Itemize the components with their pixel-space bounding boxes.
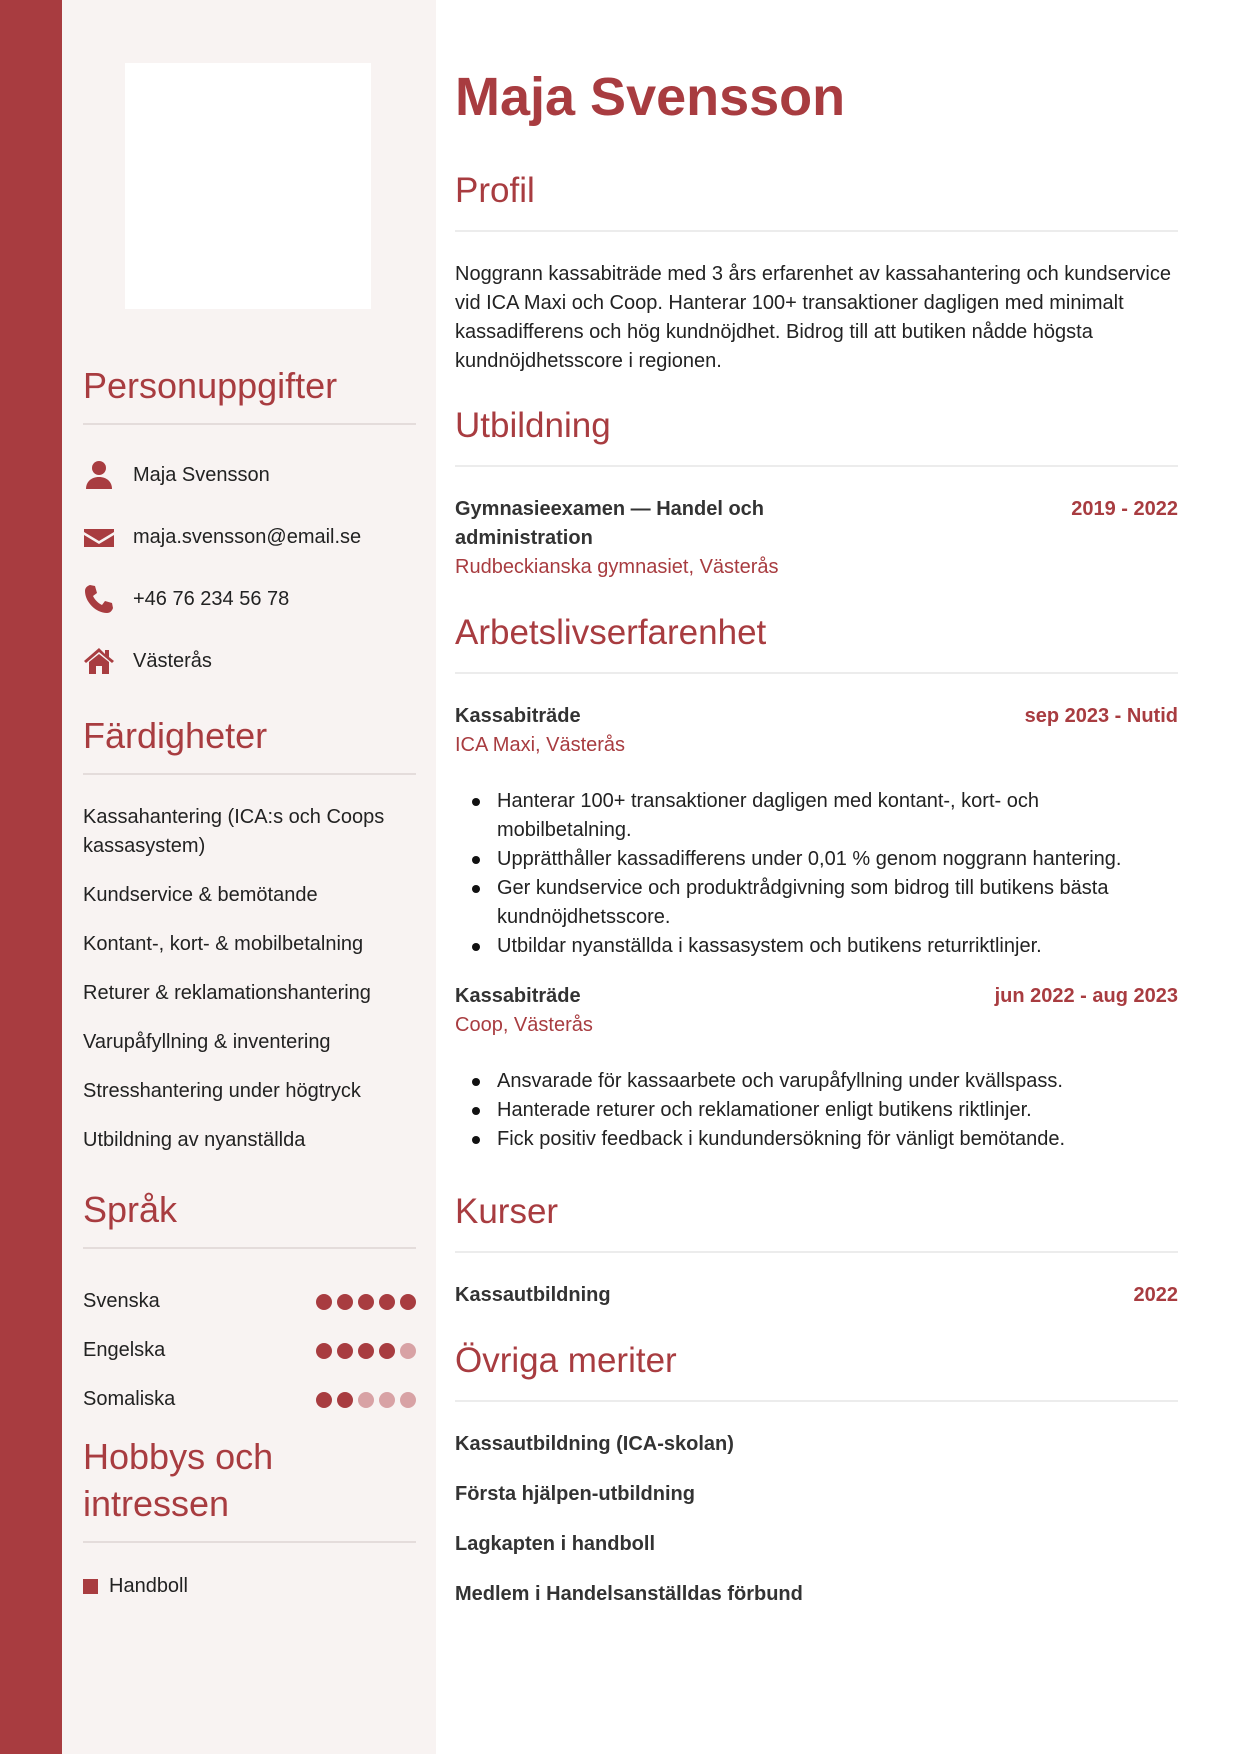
section-heading: Arbetslivserfarenhet: [455, 610, 1178, 674]
experience-entry: [455, 982, 1178, 1154]
level-dot-filled: [337, 1294, 353, 1310]
level-dot-filled: [358, 1294, 374, 1310]
section-heading: Färdigheter: [83, 712, 416, 775]
merit-item: Kassautbildning (ICA-skolan): [455, 1433, 734, 1455]
entry-title: Kassabiträde: [455, 985, 581, 1007]
level-dot-filled: [337, 1343, 353, 1359]
square-bullet-icon: [83, 1579, 98, 1594]
entry-date: jun 2022 - aug 2023: [994, 985, 1178, 1007]
profile-photo: [125, 63, 371, 309]
personal-info-section: [83, 362, 416, 692]
languages-section: [83, 1186, 416, 1424]
language-level-dots: [316, 1392, 416, 1408]
skill-item: Stresshantering under högtryck: [83, 1080, 361, 1102]
education-entry: [455, 495, 1178, 582]
bullet-item: Hanterade returer och reklamationer enligt butikens riktlinjer.: [455, 1096, 1178, 1125]
entry-date: sep 2023 - Nutid: [1024, 705, 1178, 727]
language-level-dots: [316, 1343, 416, 1359]
contact-phone[interactable]: +46 76 234 56 78: [83, 568, 416, 630]
skills-section: [83, 712, 416, 1175]
home-icon: [83, 643, 133, 679]
level-dot-empty: [358, 1392, 374, 1408]
candidate-name: Maja Svensson: [455, 67, 846, 127]
experience-entry: [455, 702, 1178, 961]
language-level-dots: [316, 1294, 416, 1310]
bullet-item: Upprätthåller kassadifferens under 0,01 % genom noggrann hantering.: [455, 845, 1178, 874]
contact-location: Västerås: [83, 630, 416, 692]
merit-item: Första hjälpen-utbildning: [455, 1483, 695, 1505]
entry-title: Kassabiträde: [455, 705, 581, 727]
section-heading: Profil: [455, 168, 1178, 232]
experience-section: [455, 610, 1178, 1154]
language-row: [83, 1375, 416, 1424]
language-row: [83, 1326, 416, 1375]
section-heading: Personuppgifter: [83, 362, 416, 425]
bullet-list: [455, 1067, 1178, 1154]
bullet-item: Utbildar nyanställda i kassasystem och butikens returriktlinjer.: [455, 932, 1178, 961]
entry-organization: Coop, Västerås: [455, 1014, 593, 1036]
bullet-item: Ger kundservice och produktrådgivning som bidrog till butikens bästa kundnöjdhetsscore.: [455, 874, 1178, 932]
section-heading: Kurser: [455, 1189, 1178, 1253]
level-dot-empty: [379, 1392, 395, 1408]
person-icon: [83, 457, 133, 493]
level-dot-filled: [316, 1343, 332, 1359]
skill-item: Kassahantering (ICA:s och Coops kassasystem): [83, 806, 385, 857]
sidebar: [62, 0, 436, 1754]
entry-organization: Rudbeckianska gymnasiet, Västerås: [455, 556, 779, 578]
contact-email[interactable]: maja.svensson@email.se: [83, 506, 416, 568]
bullet-item: Ansvarade för kassaarbete och varupåfyllning under kvällspass.: [455, 1067, 1178, 1096]
level-dot-filled: [379, 1294, 395, 1310]
merits-section: [455, 1338, 1178, 1630]
skill-item: Varupåfyllning & inventering: [83, 1031, 331, 1053]
entry-organization: ICA Maxi, Västerås: [455, 734, 626, 756]
skill-item: Kontant-, kort- & mobilbetalning: [83, 933, 364, 955]
bullet-list: [455, 787, 1178, 961]
hobbies-section: [83, 1433, 416, 1598]
skill-item: Utbildning av nyanställda: [83, 1129, 306, 1151]
language-row: [83, 1277, 416, 1326]
level-dot-filled: [337, 1392, 353, 1408]
section-heading: Utbildning: [455, 403, 1178, 467]
bullet-item: Fick positiv feedback i kundundersökning för vänligt bemötande.: [455, 1125, 1178, 1154]
section-heading: Övriga meriter: [455, 1338, 1178, 1402]
courses-section: [455, 1189, 1178, 1310]
section-heading: Språk: [83, 1186, 416, 1249]
contact-name: Maja Svensson: [83, 444, 416, 506]
level-dot-filled: [400, 1294, 416, 1310]
accent-strip: [0, 0, 62, 1754]
language-name: Engelska: [83, 1339, 166, 1361]
level-dot-filled: [316, 1392, 332, 1408]
course-entry: [455, 1281, 1178, 1310]
entry-title: Kassautbildning: [455, 1284, 611, 1306]
level-dot-filled: [358, 1343, 374, 1359]
skill-item: Kundservice & bemötande: [83, 884, 318, 906]
merit-item: Medlem i Handelsanställdas förbund: [455, 1583, 803, 1605]
phone-icon: [83, 581, 133, 617]
entry-date: 2019 - 2022: [1071, 498, 1178, 520]
level-dot-filled: [379, 1343, 395, 1359]
skill-item: Returer & reklamationshantering: [83, 982, 371, 1004]
language-name: Somaliska: [83, 1388, 176, 1410]
merit-item: Lagkapten i handboll: [455, 1533, 656, 1555]
profile-summary: Noggrann kassabiträde med 3 års erfarenhet av kassahantering och kundservice vid ICA Maxi och Coop. Hanterar 100+ transaktioner dagligen med minimalt kassadifferens och hög kundnöjdhet. Bidrog till att butiken nådde högsta kundnöjdhetsscore i regionen.: [455, 263, 1171, 372]
hobby-item: Handboll: [83, 1575, 416, 1598]
level-dot-empty: [400, 1343, 416, 1359]
profile-section: [455, 168, 1178, 376]
entry-date: 2022: [1133, 1284, 1178, 1306]
envelope-icon: [83, 519, 133, 555]
education-section: [455, 403, 1178, 582]
bullet-item: Hanterar 100+ transaktioner dagligen med kontant-, kort- och mobilbetalning.: [455, 787, 1178, 845]
section-heading: Hobbys och intressen: [83, 1433, 416, 1543]
level-dot-empty: [400, 1392, 416, 1408]
entry-title: Gymnasieexamen — Handel och administration: [455, 498, 765, 549]
language-name: Svenska: [83, 1290, 160, 1312]
level-dot-filled: [316, 1294, 332, 1310]
